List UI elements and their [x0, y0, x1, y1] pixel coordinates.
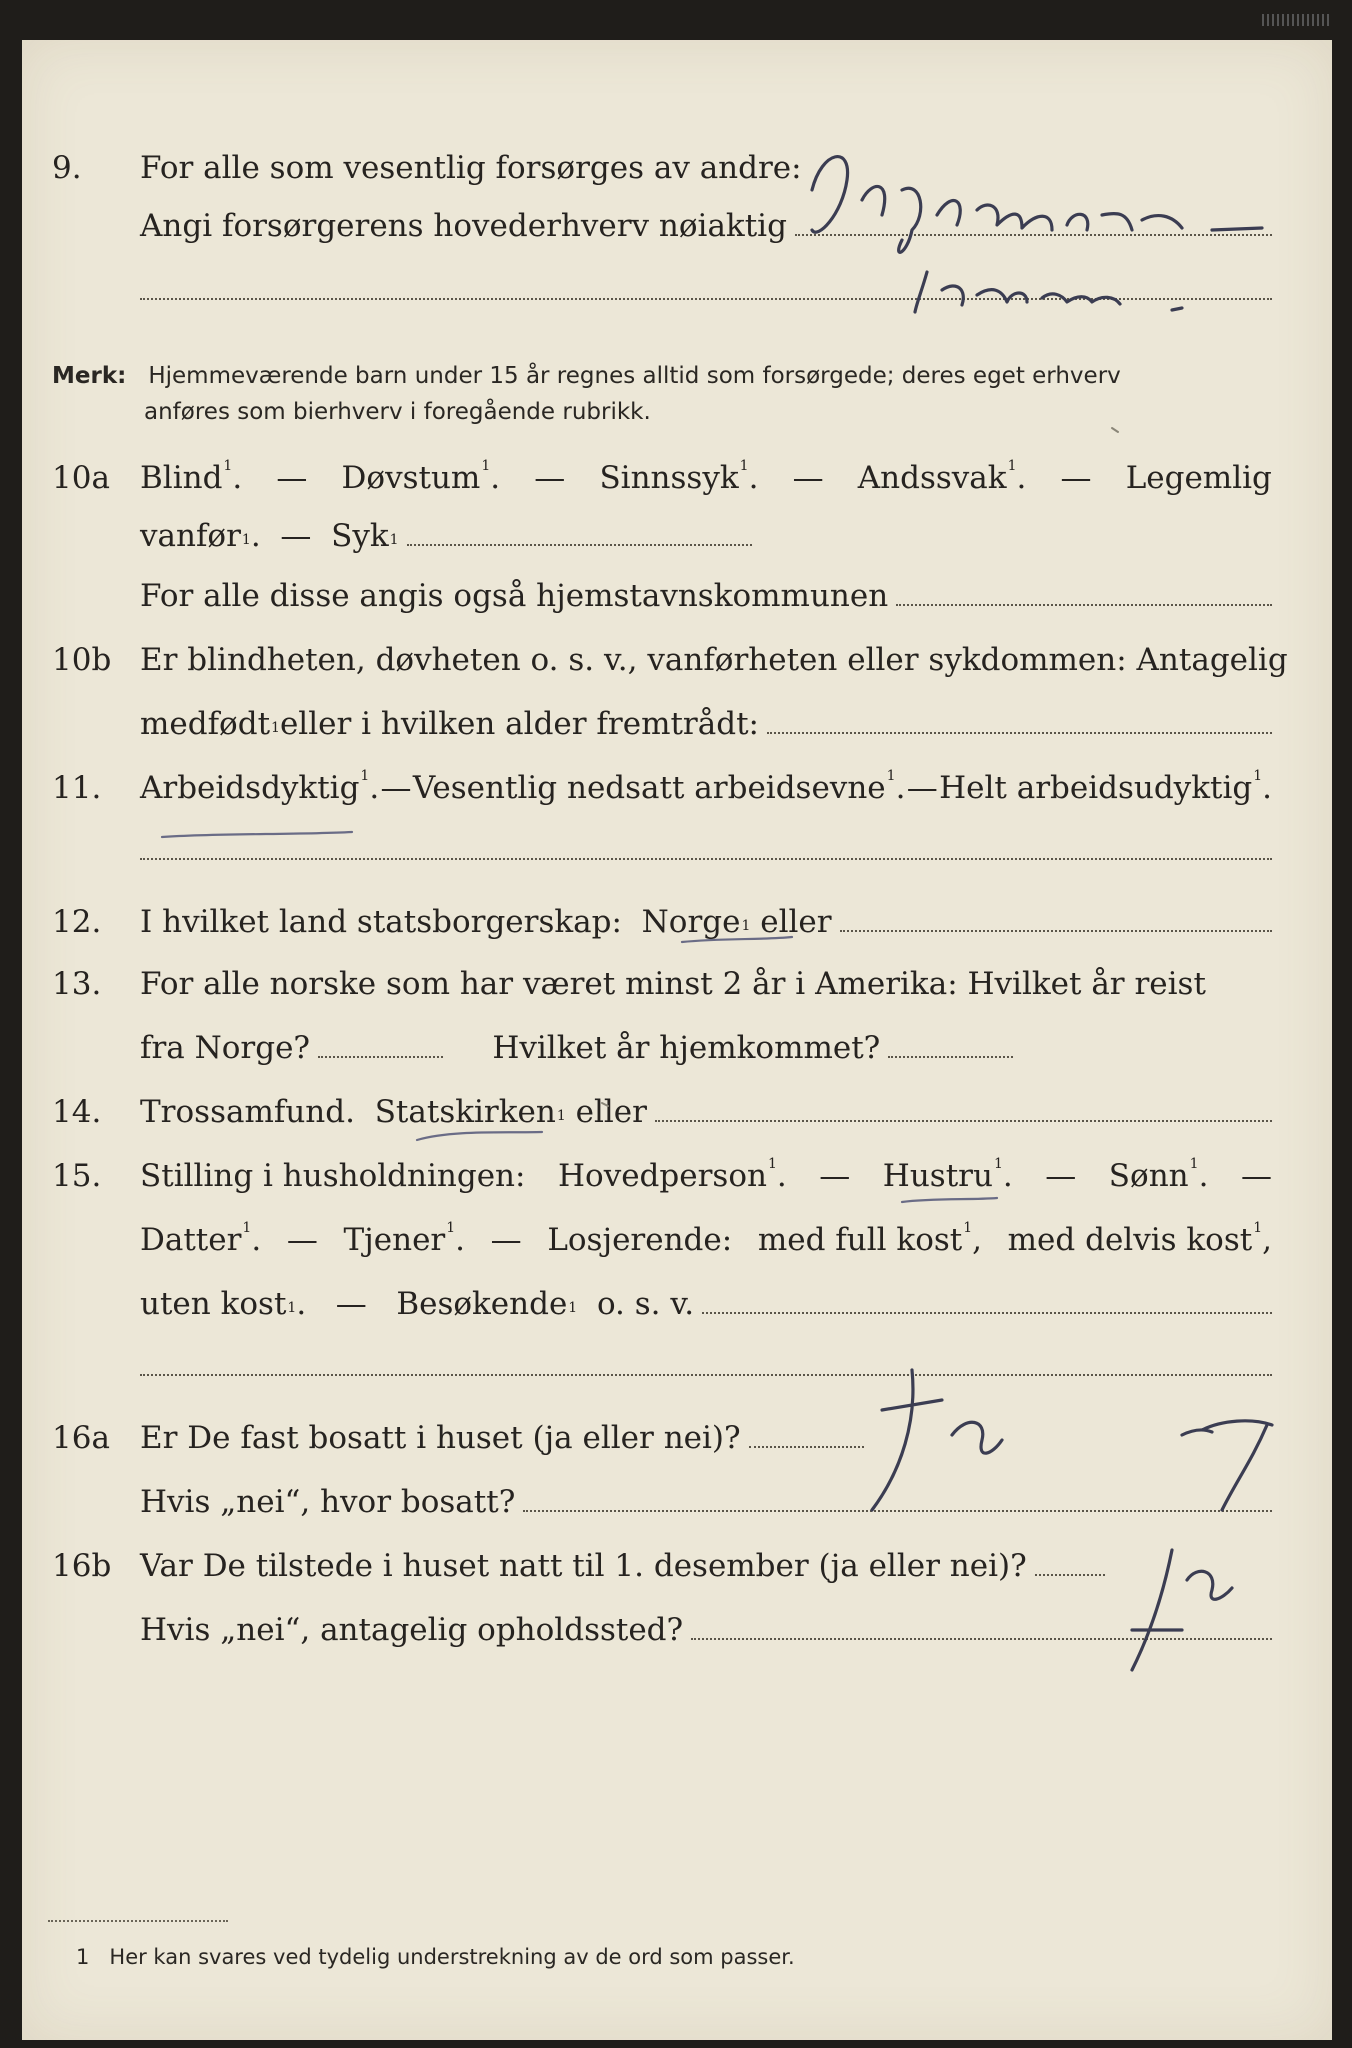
footnote-mark: 1 [993, 1156, 1003, 1172]
question-text: Var De tilstede i huset natt til 1. desember (ja eller nei)? [140, 1548, 1027, 1584]
question-13-line-2 [22, 1020, 1332, 1076]
question-10a-line-2: vanfør $^1$ . — Syk $^1$ [22, 508, 1332, 564]
footnote-mark: 1 [287, 1300, 297, 1316]
question-number: 15. [52, 1158, 102, 1194]
answer-line[interactable] [318, 1056, 443, 1058]
question-10a-line-1: 10a Blind$^1$. — Døvstum$^1$. — Sinnssyk$^1$. — Andssvak$^1$. — Legemlig [52, 458, 1272, 496]
question-number: 16b [52, 1548, 112, 1584]
separator: — [1060, 460, 1092, 496]
footnote-mark: 1 [556, 1108, 566, 1124]
question-number: 10b [52, 642, 112, 678]
footnote-mark: 1 [568, 1300, 578, 1316]
footnote-mark: 1 [1189, 1156, 1199, 1172]
answer-line[interactable] [896, 604, 1272, 606]
question-text: Hvis „nei“, hvor bosatt? [140, 1484, 516, 1520]
option-losjerende: Losjerende: [547, 1222, 733, 1258]
footnote-mark: 1 [241, 532, 251, 548]
question-text: Hvilket år hjemkommet? [492, 1030, 881, 1066]
question-text: For alle disse angis også hjemstavnskommunen [140, 578, 889, 614]
footnote-mark: 1 [242, 1220, 252, 1236]
underline-arbeidsdyktig [162, 832, 352, 837]
question-number: 11. [52, 770, 102, 806]
option-delvis-kost: med delvis kost [1007, 1222, 1253, 1258]
footnote-mark: 1 [741, 918, 751, 934]
question-number: 9. [52, 150, 82, 186]
footnote-mark: 1 [886, 768, 896, 784]
handwritten-occupation-2 [915, 272, 1182, 312]
footnote-mark: 1 [963, 1220, 973, 1236]
separator: — [280, 518, 312, 554]
question-text: Er blindheten, døvheten o. s. v., vanførheten eller sykdommen: Antagelig [140, 642, 1288, 678]
option-helt-arbeidsudyktig: Helt arbeidsudyktig [939, 770, 1253, 806]
answer-line[interactable] [523, 1510, 1272, 1512]
option-hovedperson: Hovedperson [558, 1158, 767, 1194]
question-text: medfødt [140, 706, 271, 742]
merk-label: Merk: [52, 363, 127, 389]
separator: — [1045, 1158, 1077, 1194]
footnote-mark: 1 [1253, 768, 1263, 784]
option-vanfor: vanfør [140, 518, 241, 554]
footnote-mark: 1 [1253, 1220, 1263, 1236]
question-text: I hvilket land statsborgerskap: [140, 904, 622, 940]
footnote-text: Her kan svares ved tydelig understrekning av de ord som passer. [109, 1945, 795, 1969]
question-16b-line-2 [22, 1602, 1332, 1658]
option-vesentlig-nedsatt: Vesentlig nedsatt arbeidsevne [412, 770, 886, 806]
answer-line[interactable] [749, 1446, 864, 1448]
answer-line[interactable] [702, 1312, 1272, 1314]
separator: — [819, 1158, 851, 1194]
footnote-mark: 1 [76, 1945, 90, 1969]
option-statskirken: Statskirken [374, 1094, 556, 1130]
question-15-line-3: uten kost $^1$ . — Besøkende $^1$ o. s. v. [22, 1276, 1332, 1332]
answer-line[interactable] [767, 732, 1272, 734]
question-13-line-1 [22, 956, 1332, 1012]
question-text: fra Norge? [140, 1030, 311, 1066]
question-text: Angi forsørgerens hovederhverv nøiaktig [140, 208, 787, 244]
footnote-mark: 1 [767, 1156, 777, 1172]
footnote-rule [48, 1920, 228, 1922]
question-10b-line-2 [22, 696, 1332, 752]
answer-line[interactable] [407, 544, 752, 546]
question-text: For alle norske som har været minst 2 år i Amerika: Hvilket år reist [140, 966, 1206, 1002]
question-14 [22, 1084, 1332, 1140]
question-16a-line-2 [22, 1474, 1332, 1530]
answer-line[interactable] [840, 930, 1272, 932]
option-eller: eller [575, 1094, 647, 1130]
option-andssvak: Andssvak [857, 460, 1007, 496]
question-10b-line-1 [22, 632, 1332, 688]
question-number: 16a [52, 1420, 110, 1456]
footnote-mark: 1 [223, 458, 233, 474]
merk-text-1: Hjemmeværende barn under 15 år regnes alltid som forsørgede; deres eget erhverv [148, 363, 1121, 389]
option-hustru: Hustru [882, 1158, 993, 1194]
separator: — [1240, 1158, 1272, 1194]
option-blind: Blind [140, 460, 223, 496]
footnote-mark: 1 [271, 720, 280, 736]
separator: — [792, 460, 824, 496]
census-form-page [22, 40, 1332, 2040]
question-10a-line-3 [22, 568, 1332, 624]
question-16b-line-1 [22, 1538, 1332, 1594]
question-9-line-1 [22, 140, 1332, 196]
option-syk: Syk [331, 518, 389, 554]
separator: — [380, 770, 412, 806]
question-15-line-1: 15. Stilling i husholdningen: Hovedperson$^1$. — Hustru$^1$. — Sønn$^1$. — [52, 1156, 1272, 1194]
option-eller: eller [760, 904, 832, 940]
merk-note [52, 358, 1272, 430]
question-text: eller i hvilken alder fremtrådt: [279, 706, 759, 742]
answer-line[interactable] [140, 858, 1272, 860]
option-dovstum: Døvstum [341, 460, 481, 496]
separator: — [906, 770, 938, 806]
footnote-mark: 1 [389, 532, 399, 548]
option-osv: o. s. v. [596, 1286, 695, 1322]
separator: — [286, 1222, 318, 1258]
footnote-mark: 1 [1007, 458, 1017, 474]
scan-edge-marks [1262, 14, 1332, 26]
question-16a-line-1 [22, 1410, 1332, 1466]
option-uten-kost: uten kost [140, 1286, 287, 1322]
option-legemlig: Legemlig [1125, 460, 1272, 496]
option-arbeidsdyktig: Arbeidsdyktig [140, 770, 360, 806]
answer-line[interactable] [795, 234, 1272, 236]
answer-line[interactable] [1035, 1574, 1105, 1576]
question-text: Stilling i husholdningen: [140, 1158, 526, 1194]
question-number: 10a [52, 460, 110, 496]
question-11: 11. Arbeidsdyktig$^1$. — Vesentlig nedsatt arbeidsevne$^1$. — Helt arbeidsudyktig$^1$. [52, 768, 1272, 806]
question-number: 13. [52, 966, 102, 1002]
option-full-kost: med full kost [757, 1222, 963, 1258]
answer-line[interactable] [140, 1374, 1272, 1376]
footnote-mark: 1 [739, 458, 749, 474]
option-datter: Datter [140, 1222, 242, 1258]
answer-line[interactable] [691, 1638, 1272, 1640]
answer-line[interactable] [888, 1056, 1013, 1058]
footnote-mark: 1 [360, 768, 370, 784]
option-sonn: Sønn [1108, 1158, 1189, 1194]
option-tjener: Tjener [343, 1222, 446, 1258]
question-9-line-2 [22, 198, 1332, 254]
separator: — [335, 1286, 367, 1322]
separator: — [276, 460, 308, 496]
answer-line[interactable] [655, 1120, 1272, 1122]
question-12 [22, 894, 1332, 950]
question-number: 14. [52, 1094, 102, 1130]
question-text: Trossamfund. [140, 1094, 355, 1130]
question-text: Hvis „nei“, antagelig opholdssted? [140, 1612, 684, 1648]
separator: — [534, 460, 566, 496]
option-sinnssyk: Sinnssyk [599, 460, 739, 496]
separator: — [490, 1222, 522, 1258]
question-15-line-2: Datter$^1$. — Tjener$^1$. — Losjerende: med full kost$^1$, med delvis kost$^1$, [140, 1220, 1272, 1258]
footnote [76, 1945, 795, 1969]
answer-line[interactable] [140, 298, 1272, 300]
question-text: For alle som vesentlig forsørges av andre: [140, 150, 802, 186]
option-norge: Norge [641, 904, 741, 940]
merk-text-2: anføres som bierhverv i foregående rubrikk. [144, 399, 651, 425]
option-besokende: Besøkende [396, 1286, 568, 1322]
question-text: Er De fast bosatt i huset (ja eller nei)? [140, 1420, 741, 1456]
question-number: 12. [52, 904, 102, 940]
footnote-mark: 1 [446, 1220, 456, 1236]
footnote-mark: 1 [481, 458, 491, 474]
